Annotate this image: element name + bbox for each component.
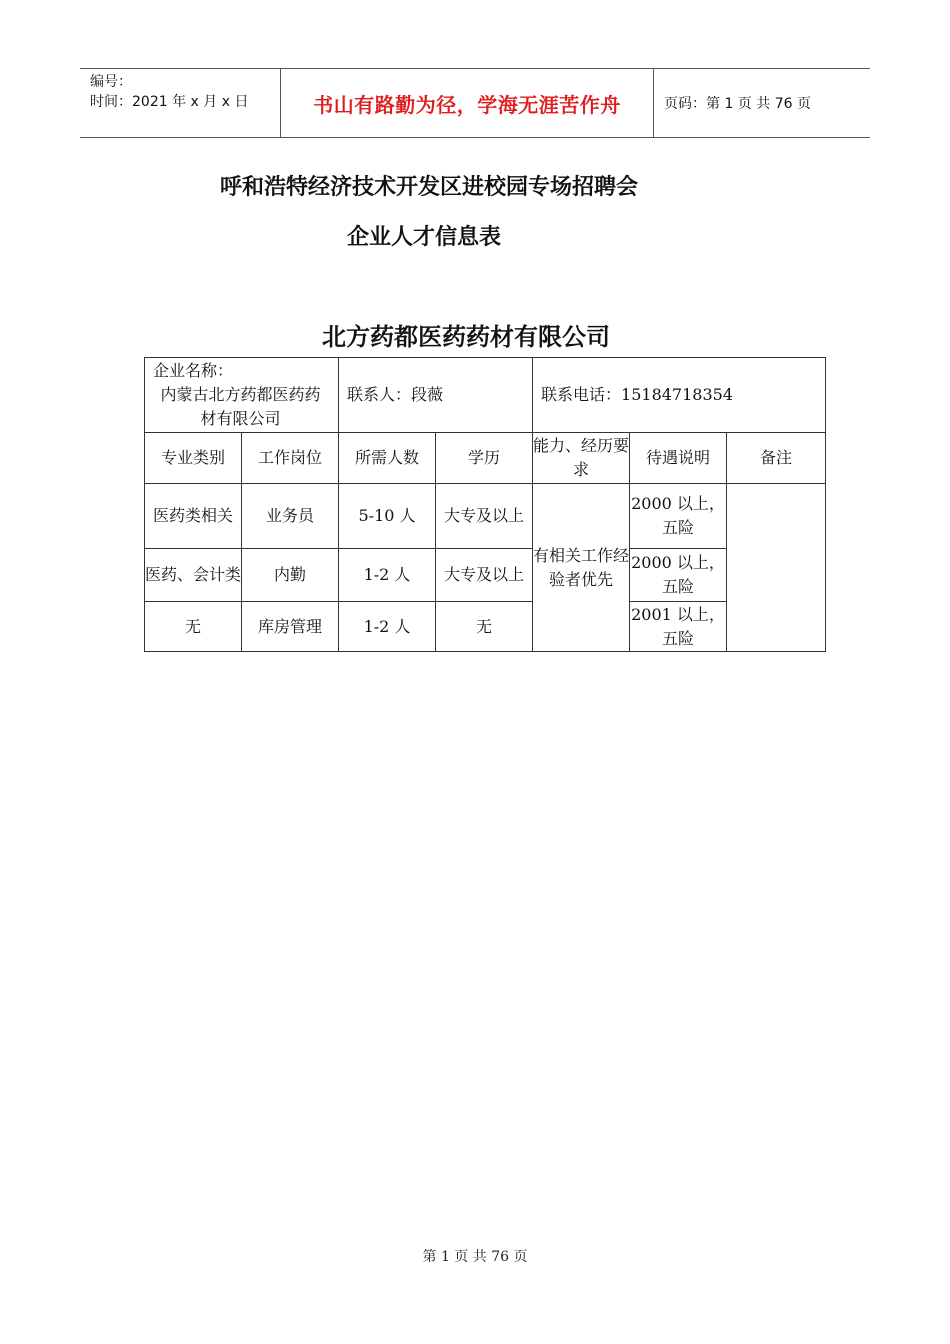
company-name-cell bbox=[145, 358, 339, 433]
header-meta bbox=[80, 69, 281, 137]
page-footer: 第 1 页 共 76 页 bbox=[422, 1249, 528, 1265]
header-major: 专业类别 bbox=[145, 433, 242, 484]
cell-count: 1-2 人 bbox=[339, 549, 436, 602]
table-row bbox=[145, 602, 826, 652]
table-row bbox=[145, 484, 826, 549]
contact-cell bbox=[339, 358, 533, 433]
header-position: 工作岗位 bbox=[242, 433, 339, 484]
recruitment-table bbox=[144, 357, 826, 652]
page-info-text: 页码：第 1 页 共 76 页 bbox=[664, 96, 811, 112]
header-note: 备注 bbox=[727, 433, 826, 484]
page-header bbox=[80, 68, 870, 138]
cell-position: 业务员 bbox=[242, 484, 339, 549]
cell-major: 医药、会计类 bbox=[145, 549, 242, 602]
cell-education: 大专及以上 bbox=[436, 549, 533, 602]
header-requirement: 能力、经历要求 bbox=[533, 433, 630, 484]
document-subtitle: 企业人才信息表 bbox=[347, 225, 502, 250]
phone-cell bbox=[533, 358, 826, 433]
cell-education: 无 bbox=[436, 602, 533, 652]
header-salary: 待遇说明 bbox=[630, 433, 727, 484]
cell-salary: 2001 以上，五险 bbox=[630, 602, 727, 652]
contact-text: 联系人：段薇 bbox=[347, 385, 444, 404]
company-heading: 北方药都医药药材有限公司 bbox=[322, 323, 610, 351]
cell-position: 内勤 bbox=[242, 549, 339, 602]
header-education: 学历 bbox=[436, 433, 533, 484]
cell-major: 医药类相关 bbox=[145, 484, 242, 549]
cell-count: 1-2 人 bbox=[339, 602, 436, 652]
table-row bbox=[145, 549, 826, 602]
cell-salary: 2000 以上，五险 bbox=[630, 549, 727, 602]
time-label: 时间：2021 年 x 月 x 日 bbox=[90, 94, 249, 110]
company-name: 内蒙古北方药都医药药材有限公司 bbox=[160, 385, 321, 428]
header-page-info bbox=[654, 69, 870, 137]
cell-major: 无 bbox=[145, 602, 242, 652]
motto-text: 书山有路勤为径，学海无涯苦作舟 bbox=[313, 92, 621, 117]
cell-note bbox=[727, 484, 826, 652]
cell-requirement: 有相关工作经验者优先 bbox=[533, 484, 630, 652]
header-motto-cell bbox=[281, 69, 654, 137]
header-count: 所需人数 bbox=[339, 433, 436, 484]
cell-education: 大专及以上 bbox=[436, 484, 533, 549]
cell-count: 5-10 人 bbox=[339, 484, 436, 549]
company-info-row bbox=[145, 358, 826, 433]
number-label: 编号： bbox=[90, 74, 132, 90]
document-title: 呼和浩特经济技术开发区进校园专场招聘会 bbox=[220, 175, 639, 200]
cell-salary: 2000 以上，五险 bbox=[630, 484, 727, 549]
company-label: 企业名称： bbox=[153, 361, 234, 380]
table-header-row bbox=[145, 433, 826, 484]
phone-text: 联系电话：15184718354 bbox=[541, 385, 734, 404]
cell-position: 库房管理 bbox=[242, 602, 339, 652]
